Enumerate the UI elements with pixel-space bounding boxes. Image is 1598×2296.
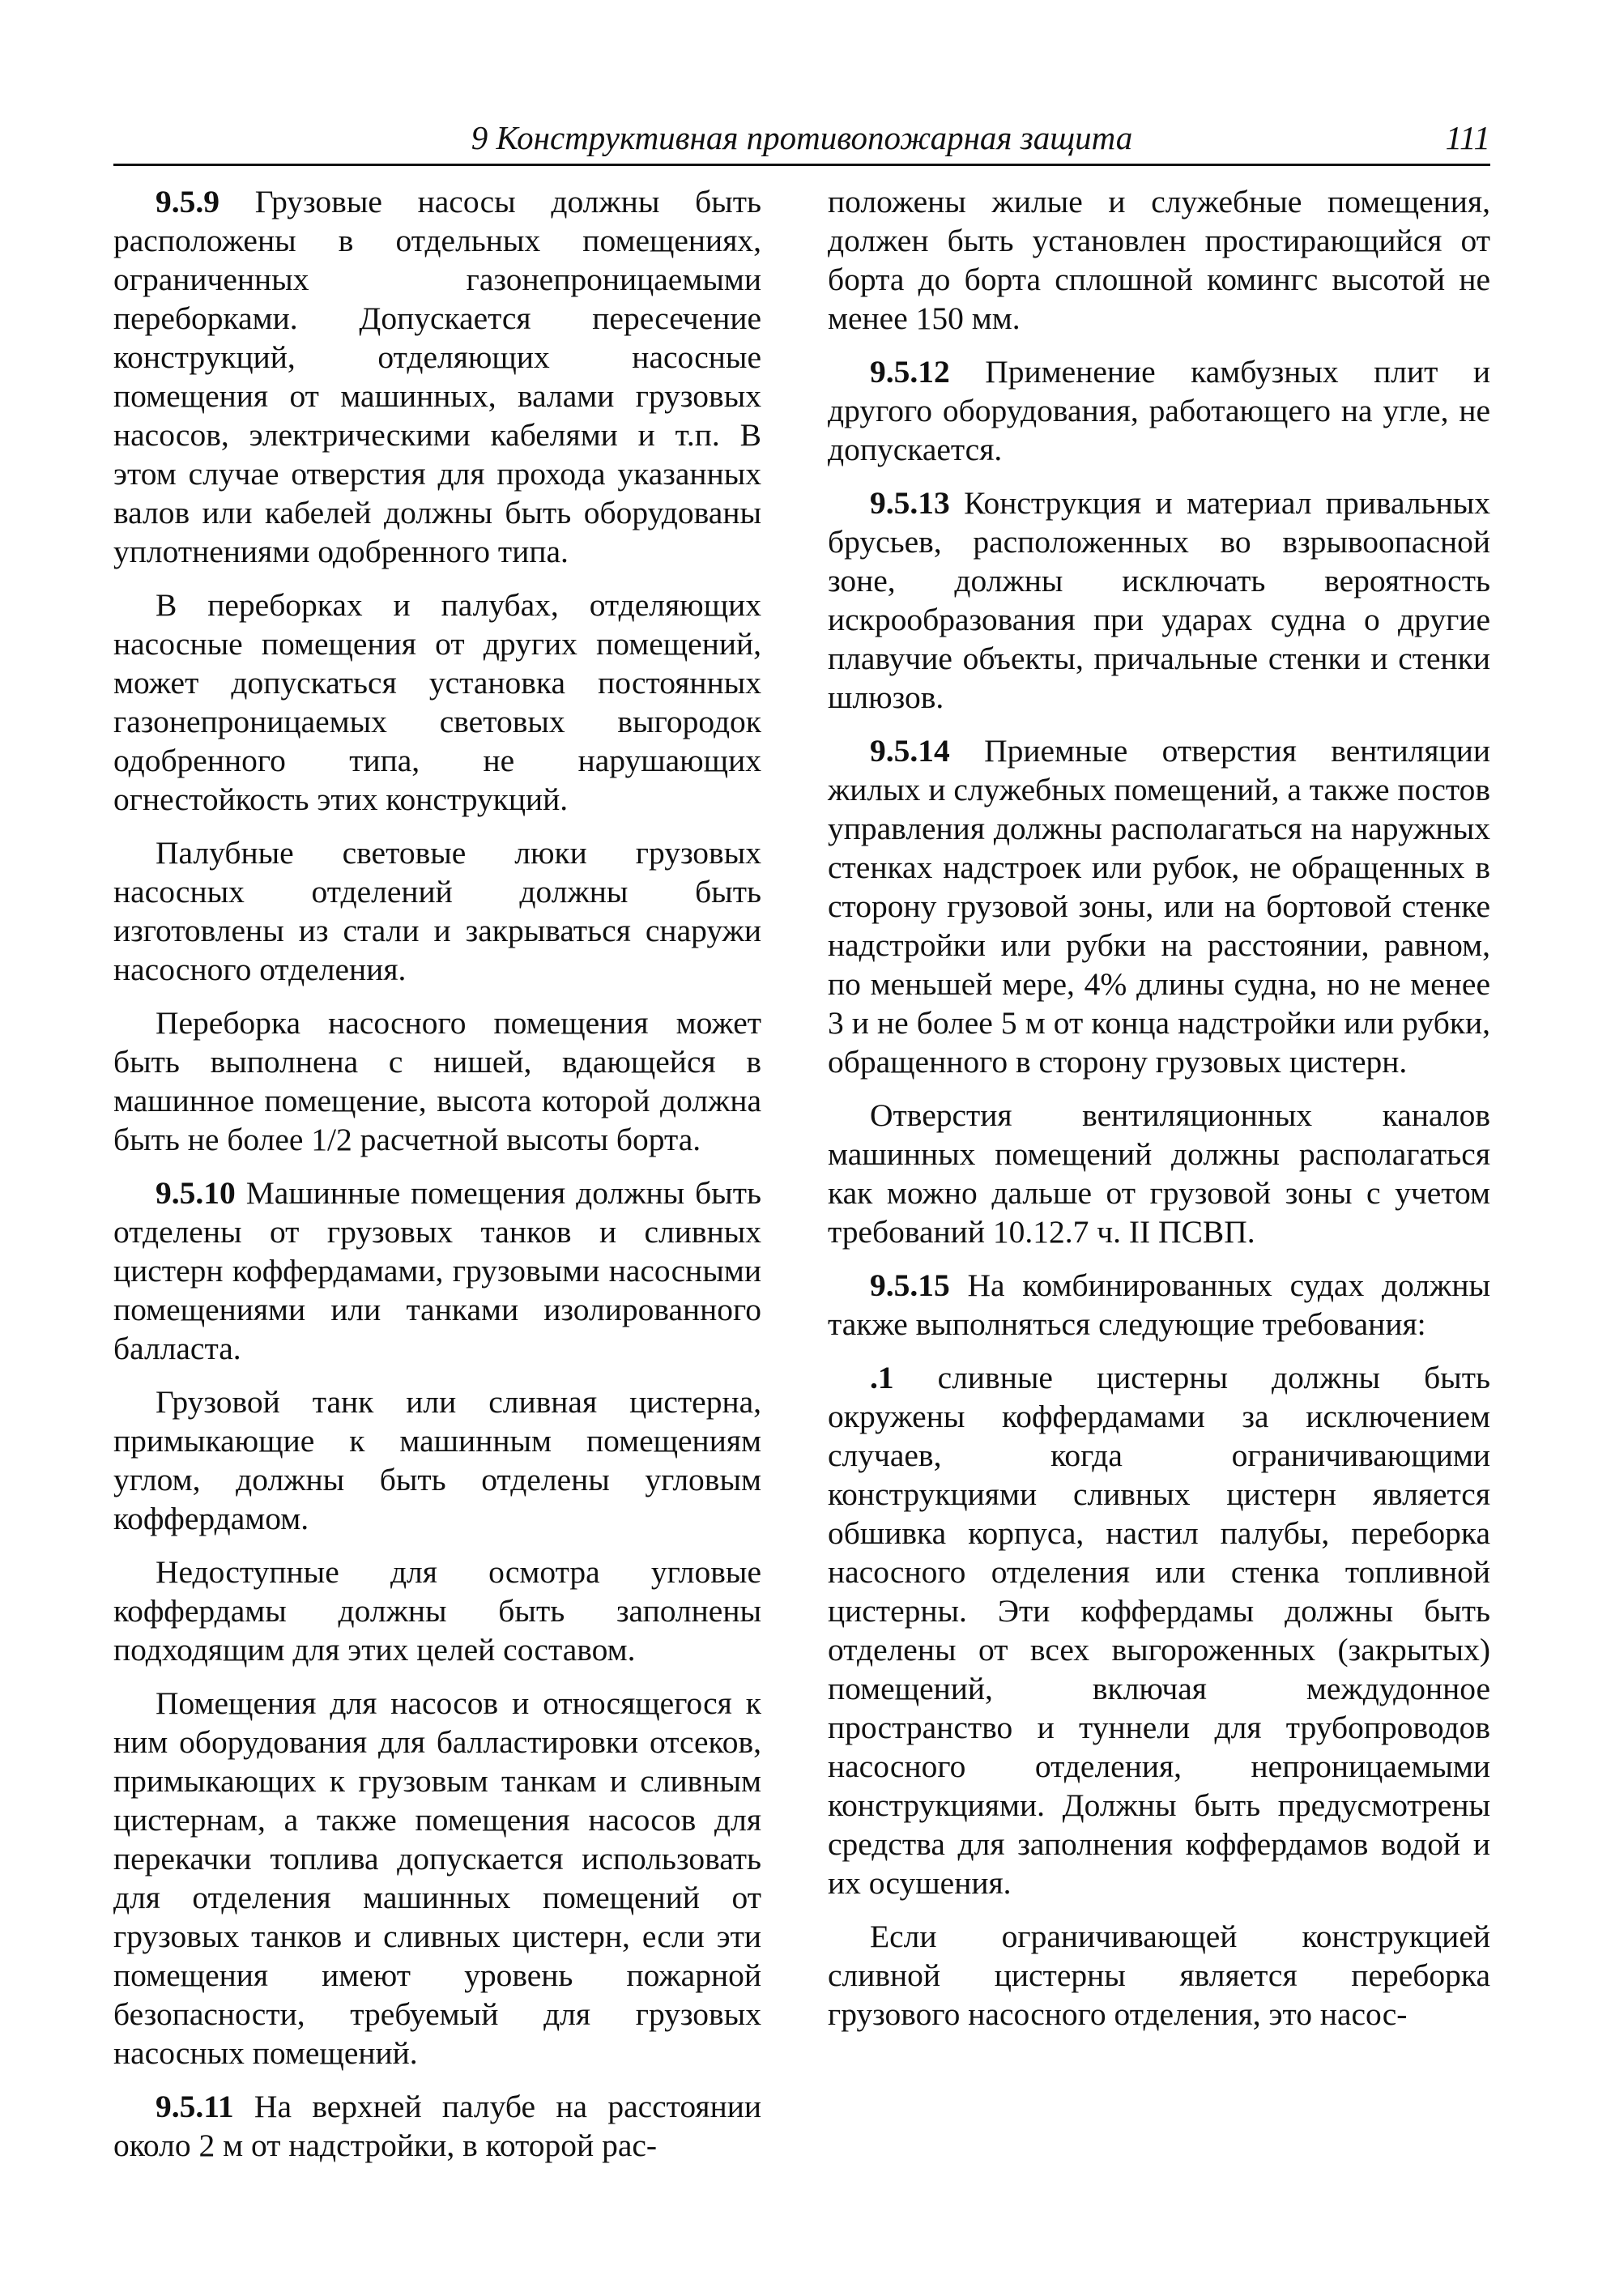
page-number: 111 [1445, 119, 1490, 156]
left-column [113, 182, 761, 2179]
paragraph-9-5-14 [828, 731, 1490, 1081]
clause-number: 9.5.11 [156, 2089, 234, 2124]
paragraph-text: Грузовые насосы должны быть расположены в отдельных помещениях, ограниченных газонепроницаемыми переборками. Допускается пересечение конструкций, отделяющих насосные помещения от машинных, валами грузовых насосов, электрическими кабелями и т.п. В этом случае отверстия для прохода указанных валов или кабелей должны быть оборудованы уплотнениями одобренного типа. [113, 184, 761, 569]
clause-number: 9.5.15 [870, 1267, 950, 1303]
paragraph [828, 1096, 1490, 1251]
paragraph-text: Грузовой танк или сливная цистерна, примыкающие к машинным помещениям углом, должны быть отделены угловым коффердамом. [113, 1384, 761, 1536]
paragraph [113, 1553, 761, 1669]
paragraph-text: Если ограничивающей конструкцией сливной цистерны является переборка грузового насосного отделения, это насос- [828, 1919, 1490, 2032]
paragraph-text: Палубные световые люки грузовых насосных отделений должны быть изготовлены из стали и закрываться снаружи насосного отделения. [113, 835, 761, 987]
paragraph-text: В переборках и палубах, отделяющих насосные помещения от других помещений, может допускаться установка постоянных газонепроницаемых световых выгородок одобренного типа, не нарушающих огнестойкость этих конструкций. [113, 587, 761, 817]
chapter-title: 9 Конструктивная противопожарная защита [471, 119, 1133, 156]
paragraph [113, 586, 761, 819]
paragraph-9-5-13 [828, 483, 1490, 717]
paragraph [828, 1917, 1490, 2034]
running-header [113, 113, 1490, 166]
paragraph-text: Применение камбузных плит и другого оборудования, работающего на угле, не допускается. [828, 354, 1490, 467]
paragraph-text: положены жилые и служебные помещения, должен быть установлен простирающийся от борта до борта сплошной комингс высотой не менее 150 мм. [828, 184, 1490, 336]
list-item-number: .1 [870, 1360, 894, 1395]
clause-number: 9.5.12 [870, 354, 950, 390]
paragraph [113, 833, 761, 989]
paragraph-9-5-10 [113, 1174, 761, 1368]
paragraph-text: Отверстия вентиляционных каналов машинных помещений должны располагаться как можно дальше от грузовой зоны с учетом требований 10.12.7 ч. II ПСВП. [828, 1097, 1490, 1250]
list-item-1 [828, 1358, 1490, 1902]
paragraph-text: Помещения для насосов и относящегося к ним оборудования для балластировки отсеков, примыкающих к грузовым танкам и сливным цистернам, а также помещения насосов для перекачки топлива допускается использовать для отделения машинных помещений от грузовых танков и сливных цистерн, если эти помещения имеют уровень пожарной безопасности, требуемый для грузовых насосных помещений. [113, 1685, 761, 2071]
paragraph-9-5-9 [113, 182, 761, 571]
clause-number: 9.5.14 [870, 733, 950, 769]
paragraph-text: Переборка насосного помещения может быть выполнена с нишей, вдающейся в машинное помещение, высота которой должна быть не более 1/2 расчетной высоты борта. [113, 1005, 761, 1157]
paragraph [113, 1382, 761, 1538]
paragraph-text: Приемные отверстия вентиляции жилых и служебных помещений, а также постов управления должны располагаться на наружных стенках надстроек или рубок, не обращенных в сторону грузовой зоны, или на бортовой стенке надстройки или рубки на расстоянии, равном, по меньшей мере, 4% длины судна, но не менее 3 и не более 5 м от конца надстройки или рубки, обращенного в сторону грузовых цистерн. [828, 733, 1491, 1080]
paragraph-text: Машинные помещения должны быть отделены от грузовых танков и сливных цистерн коффердамами, грузовыми насосными помещениями или танками изолированного балласта. [113, 1175, 761, 1366]
clause-number: 9.5.10 [156, 1175, 236, 1211]
paragraph-text: На верхней палубе на расстоянии около 2 м от надстройки, в которой рас- [113, 2089, 761, 2163]
paragraph-text: Конструкция и материал привальных брусьев, расположенных во взрывоопасной зоне, должны исключать вероятность искрообразования при ударах судна о другие плавучие объекты, причальные стенки и стенки шлюзов. [828, 485, 1490, 715]
right-column [828, 182, 1490, 2048]
paragraph-text: На комбинированных судах должны также выполняться следующие требования: [828, 1267, 1491, 1342]
paragraph [113, 1684, 761, 2072]
paragraph-text: сливные цистерны должны быть окружены коффердамами за исключением случаев, когда ограничивающими конструкциями сливных цистерн является обшивка корпуса, настил палубы, переборка насосного отделения или стенка топливной цистерны. Эти коффердамы должны быть отделены от всех выгороженных (закрытых) помещений, включая междудонное пространство и туннели для трубопроводов насосного отделения, непроницаемыми конструкциями. Должны быть предусмотрены средства для заполнения коффердамов водой и их осушения. [828, 1360, 1490, 1901]
paragraph-text: Недоступные для осмотра угловые коффердамы должны быть заполнены подходящим для этих целей составом. [113, 1554, 761, 1668]
paragraph-9-5-15 [828, 1266, 1490, 1344]
paragraph-continuation [828, 182, 1490, 338]
paragraph [113, 1003, 761, 1159]
paragraph-9-5-11 [113, 2087, 761, 2165]
clause-number: 9.5.13 [870, 485, 950, 521]
paragraph-9-5-12 [828, 352, 1490, 469]
clause-number: 9.5.9 [156, 184, 219, 219]
